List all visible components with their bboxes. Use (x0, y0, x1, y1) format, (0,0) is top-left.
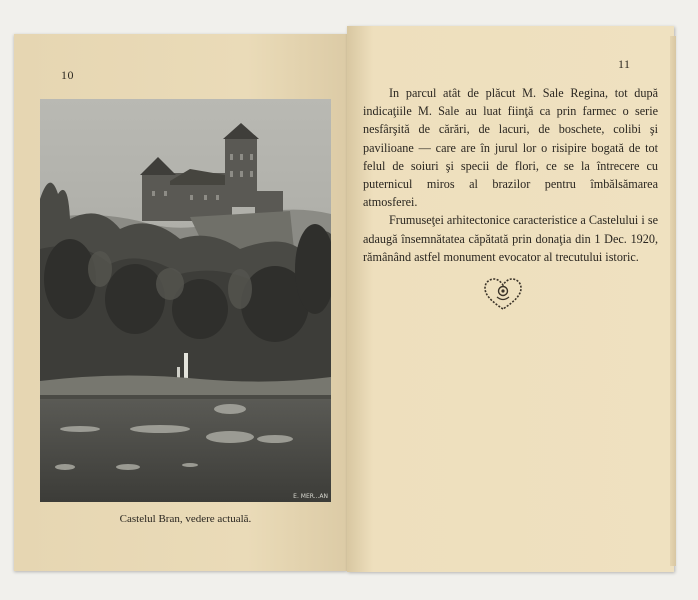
page-number-right: 11 (618, 57, 631, 71)
page-edge (670, 36, 676, 566)
open-booklet (14, 22, 676, 574)
paragraph-1: In parcul atât de plăcut M. Sale Regina, tot după indicaţiile M. Sale au luat fiinţă ca prin farmec o serie nesfârşită de cărări, de lacuri, de boschete, colibi şi pavilioane — care are în jurul lor o risipire bogată de tot felul de soiuri şi specii de flori, ce se la întrecere cu puternicul miros al brazilor pentru îmbălsămarea atmosferei. (363, 86, 658, 210)
photo-caption: Castelul Bran, vedere actuală. (119, 513, 252, 525)
page-number-left: 10 (61, 68, 74, 82)
photo-credit: E. MER...AN (293, 493, 328, 500)
body-text (363, 84, 658, 266)
castle-photo (40, 99, 331, 502)
heart-ornament-icon (483, 277, 523, 313)
paragraph-2: Frumuseţei arhitectonice caracteristice a Castelului i se adaugă însemnătatea căpătată prin donaţia din 1 Dec. 1920, rămânând astfel monument evocator al trecutului istoric. (363, 213, 658, 264)
